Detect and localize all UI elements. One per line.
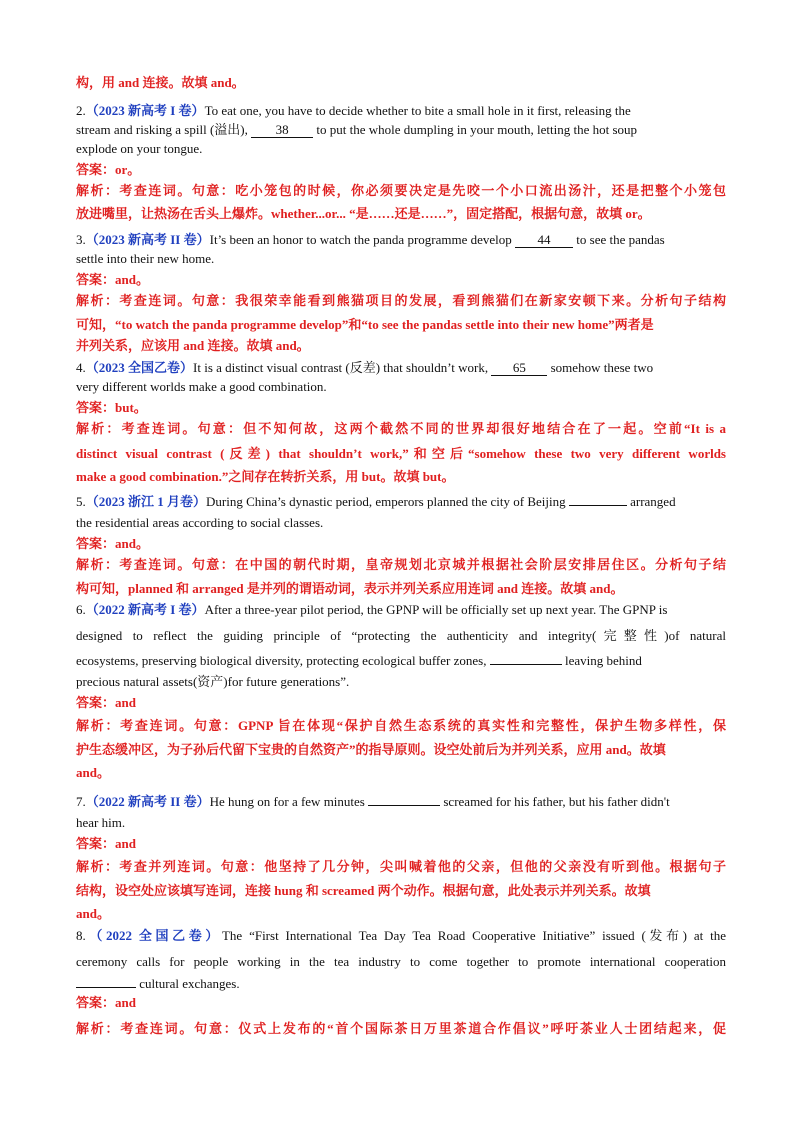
line-text: It is a distinct visual contrast (反差) that shouldn’t work, <box>193 360 492 375</box>
line-text: and。 <box>76 765 110 780</box>
text-line <box>76 205 651 223</box>
exam-source: （2023 新高考 I 卷） <box>85 103 205 118</box>
question-number: 5. <box>76 494 86 509</box>
line-text: 结构，设空处应该填写连词，连接 hung 和 screamed 两个动作。根据句意，此处表示并列关系。故填 <box>76 883 651 898</box>
answer-blank <box>569 490 627 506</box>
exam-source: （2023 浙江 1 月卷） <box>85 494 207 509</box>
question-number: 7. <box>76 794 86 809</box>
line-text-after: arranged <box>626 494 676 509</box>
line-text: 答案：and。 <box>76 536 149 551</box>
text-line <box>76 790 670 811</box>
text-line <box>76 882 651 900</box>
line-text: He hung on for a few minutes <box>209 794 369 809</box>
line-text: 答案：or。 <box>76 162 141 177</box>
text-line <box>76 337 310 355</box>
line-text: 解析：考查连词。句意：但不知何故，这两个截然不同的世界却很好地结合在了一起。空前“It is a <box>76 421 726 436</box>
answer-blank <box>490 649 562 665</box>
text-line <box>76 535 149 553</box>
text-line <box>76 445 726 463</box>
line-text-after: screamed for his father, but his father didn't <box>440 794 670 809</box>
text-line <box>76 673 349 691</box>
text-line <box>76 161 140 179</box>
line-text: 答案：but。 <box>76 400 147 415</box>
text-line <box>76 580 624 598</box>
answer-blank: 65 <box>491 360 547 376</box>
line-text: 答案：and <box>76 836 136 851</box>
text-line <box>76 182 726 200</box>
line-text-after: to put the whole dumpling in your mouth, letting the hot soup <box>313 122 638 137</box>
text-line <box>76 764 110 782</box>
line-text: distinct visual contrast (反差) that shouldn’t work,”和空后“somehow these two very different worlds <box>76 446 726 461</box>
question-number: 2. <box>76 103 86 118</box>
text-line <box>76 858 726 876</box>
line-text: 可知，“to watch the panda programme develop”和“to see the pandas settle into their new home”两者是 <box>76 317 654 332</box>
text-line <box>76 694 136 712</box>
text-line <box>76 271 149 289</box>
text-line <box>76 514 323 532</box>
line-text: After a three-year pilot period, the GPNP will be officially set up next year. The GPNP is <box>204 602 668 617</box>
line-text-after: to see the pandas <box>573 232 665 247</box>
line-text: 解析：考查连词。句意：仪式上发布的“首个国际茶日万里茶道合作倡议”呼吁茶业人士团结起来，促 <box>76 1021 726 1036</box>
line-text: 护生态缓冲区，为子孙后代留下宝贵的自然资产”的指导原则。设空处前后为并列关系，应用 and。故填 <box>76 742 666 757</box>
text-line <box>76 717 726 735</box>
line-text: It’s been an honor to watch the panda programme develop <box>209 232 516 247</box>
text-line <box>76 250 214 268</box>
text-line <box>76 420 726 438</box>
text-line <box>76 231 665 249</box>
text-line <box>76 601 667 619</box>
line-text-after: leaving behind <box>561 653 642 668</box>
line-text: 构可知，planned 和 arranged 是并列的谓语动词，表示并列关系应用连词 and 连接。故填 and。 <box>76 581 624 596</box>
text-line <box>76 994 136 1012</box>
line-text-after: somehow these two <box>547 360 654 375</box>
text-line <box>76 316 654 334</box>
text-line <box>76 378 327 396</box>
line-text: 答案：and <box>76 695 136 710</box>
text-line <box>76 835 136 853</box>
line-text: settle into their new home. <box>76 251 215 266</box>
text-line <box>76 490 676 511</box>
text-line <box>76 1020 726 1038</box>
text-line <box>76 292 726 310</box>
line-text: the residential areas according to social classes. <box>76 515 324 530</box>
answer-blank <box>368 790 440 806</box>
text-line <box>76 556 726 574</box>
line-text: explode on your tongue. <box>76 141 203 156</box>
question-number: 3. <box>76 232 86 247</box>
exam-source: （2022 新高考 II 卷） <box>85 794 210 809</box>
line-text: 答案：and <box>76 995 136 1010</box>
line-text: To eat one, you have to decide whether to bite a small hole in it first, releasing the <box>204 103 631 118</box>
answer-blank: 38 <box>251 122 313 138</box>
text-line <box>76 468 454 486</box>
line-text: 解析：考查连词。句意：吃小笼包的时候，你必须要决定是先咬一个小口流出汤汁，还是把整个小笼包 <box>76 183 726 198</box>
line-text: precious natural assets(资产)for future generations”. <box>76 674 350 689</box>
text-line <box>76 741 666 759</box>
line-text: 放进嘴里，让热汤在舌头上爆炸。whether...or... “是……还是……”，固定搭配，根据句意，故填 or。 <box>76 206 651 221</box>
exam-source: （2023 新高考 II 卷） <box>85 232 210 247</box>
text-line <box>76 74 245 92</box>
line-text: 解析：考查连词。句意：GPNP 旨在体现“保护自然生态系统的真实性和完整性，保护生物多样性，保 <box>76 718 726 733</box>
exam-source: （2022 全国乙卷） <box>85 928 222 943</box>
line-text: 构，用 and 连接。故填 and。 <box>76 75 245 90</box>
answer-blank: 44 <box>515 232 573 248</box>
line-text: ceremony calls for people working in the tea industry to come together to promote international cooperation <box>76 954 726 969</box>
text-line <box>76 627 726 645</box>
line-text: stream and risking a spill (溢出), <box>76 122 252 137</box>
line-text: 并列关系，应该用 and 连接。故填 and。 <box>76 338 310 353</box>
line-text: The “First International Tea Day Tea Road Cooperative Initiative” issued (发布) at the <box>221 928 726 943</box>
text-line <box>76 102 631 120</box>
text-line <box>76 399 147 417</box>
line-text: make a good combination.”之间存在转折关系，用 but。故填 but。 <box>76 469 455 484</box>
text-line <box>76 121 637 139</box>
exam-source: （2022 新高考 I 卷） <box>85 602 205 617</box>
line-text: ecosystems, preserving biological diversity, protecting ecological buffer zones, <box>76 653 490 668</box>
line-text: designed to reflect the guiding principle of “protecting the authenticity and integrity(完整性)of natural <box>76 628 726 643</box>
line-text: and。 <box>76 906 110 921</box>
question-number: 8. <box>76 928 86 943</box>
exam-source: （2023 全国乙卷） <box>85 360 194 375</box>
text-line <box>76 972 240 993</box>
line-text: very different worlds make a good combination. <box>76 379 327 394</box>
question-number: 4. <box>76 360 86 375</box>
line-text: During China’s dynastic period, emperors planned the city of Beijing <box>206 494 569 509</box>
line-text: 解析：考查连词。句意：在中国的朝代时期，皇帝规划北京城并根据社会阶层安排居住区。分析句子结 <box>76 557 726 572</box>
line-text: 解析：考查并列连词。句意：他坚持了几分钟，尖叫喊着他的父亲，但他的父亲没有听到他。根据句子 <box>76 859 726 874</box>
text-line <box>76 140 202 158</box>
text-line <box>76 814 125 832</box>
text-line <box>76 905 110 923</box>
question-number: 6. <box>76 602 86 617</box>
line-text-after: cultural exchanges. <box>136 976 240 991</box>
text-line <box>76 649 642 670</box>
answer-blank <box>76 972 136 988</box>
line-text: 解析：考查连词。句意：我很荣幸能看到熊猫项目的发展，看到熊猫们在新家安顿下来。分析句子结构 <box>76 293 726 308</box>
line-text: 答案：and。 <box>76 272 149 287</box>
text-line <box>76 927 726 945</box>
text-line <box>76 953 726 971</box>
text-line <box>76 359 653 377</box>
line-text: hear him. <box>76 815 126 830</box>
